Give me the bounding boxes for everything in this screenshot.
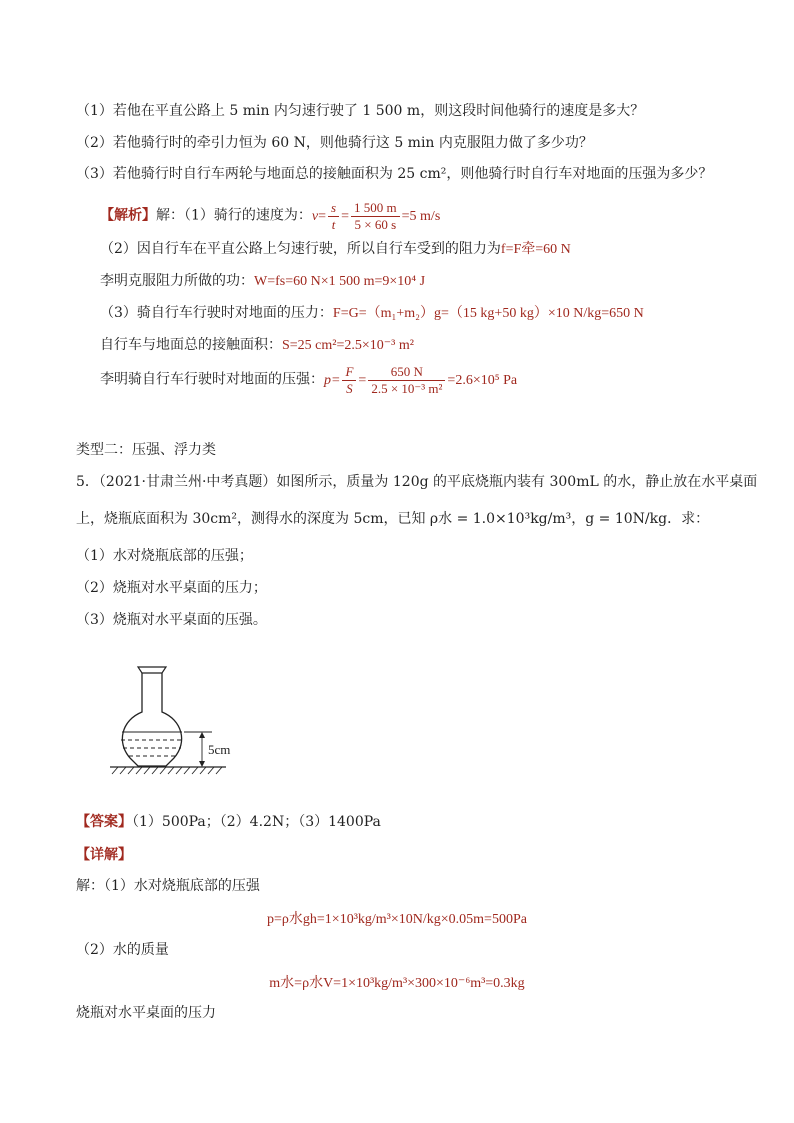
- formula-friction: f=F牵=60 N: [500, 242, 571, 257]
- q4-solution-line3: [100, 270, 425, 293]
- detail-tag: 【详解】: [76, 847, 132, 863]
- eq-sign: =: [358, 372, 367, 388]
- solution-text: （3）骑自行车行驶时对地面的压力：: [100, 305, 333, 321]
- q4-solution-line2: [100, 238, 571, 261]
- q4-solution-line6: [100, 364, 517, 397]
- pressure-result: =2.6×10⁵ Pa: [447, 372, 518, 388]
- var-p: p=: [324, 372, 341, 388]
- q4-part1: （1）若他在平直公路上 5 min 内匀速行驶了 1 500 m，则这段时间他骑行的速度是多大？: [76, 103, 645, 119]
- formula-force: F=G=（m₁+m₂）g=（15 kg+50 kg）×10 N/kg=650 N: [332, 306, 644, 321]
- fraction-speed: [351, 200, 400, 233]
- den-S: S: [346, 381, 353, 396]
- fraction-F-S: [342, 364, 356, 397]
- q5-stem-line1: 5．（2021·甘肃兰州·中考真题）如图所示，质量为 120g 的平底烧瓶内装有 300mL 的水，静止放在水平桌面: [76, 474, 758, 490]
- equation-mass: m水=ρ水V=1×10³kg/m³×300×10⁻⁶m³=0.3kg: [269, 976, 525, 991]
- num-force: 650 N: [368, 364, 445, 381]
- q4-solution-line4: [100, 302, 644, 325]
- num-s: s: [331, 200, 337, 215]
- q5-part2: （2）烧瓶对水平桌面的压力；: [76, 580, 267, 596]
- solution-text: 李明克服阻力所做的功：: [100, 273, 254, 289]
- fraction-s-t: [328, 200, 339, 233]
- analysis-tag: 【解析】: [100, 207, 156, 224]
- solution-text: 自行车与地面总的接触面积：: [100, 337, 282, 353]
- num-F: F: [345, 364, 354, 379]
- equation-pressure: p=ρ水gh=1×10³kg/m³×10N/kg×0.05m=500Pa: [267, 912, 527, 927]
- arrow-up-icon: [199, 732, 205, 738]
- flask-figure: [108, 662, 268, 780]
- formula-area: S=25 cm²=2.5×10⁻³ m²: [282, 338, 414, 353]
- den-area: 2.5 × 10⁻³ m²: [371, 381, 443, 396]
- formula-work: W=fs=60 N×1 500 m=9×10⁴ J: [254, 274, 426, 289]
- flask-lip: [138, 667, 166, 673]
- var-v: v: [311, 208, 319, 224]
- q4-solution-line5: [100, 334, 414, 357]
- answer-line: [76, 812, 381, 832]
- answer-tag: 【答案】: [76, 814, 132, 830]
- speed-result: =5 m/s: [401, 208, 441, 224]
- q4-solution-line1: [100, 200, 440, 233]
- solution-text: 李明骑自行车行驶时对地面的压强：: [100, 371, 324, 388]
- eq-sign: =: [341, 208, 350, 224]
- den-t: t: [331, 217, 336, 232]
- solution-text: 解：（1）骑行的速度为：: [156, 207, 312, 224]
- table-hatching: [112, 767, 222, 774]
- detail-step1: 解：（1）水对烧瓶底部的压强: [76, 878, 260, 894]
- q4-part3: （3）若他骑行时自行车两轮与地面总的接触面积为 25 cm²，则他骑行时自行车对地面的压强为多少？: [76, 166, 713, 182]
- detail-step2: （2）水的质量: [76, 942, 169, 958]
- flask-body: [122, 673, 181, 766]
- depth-label: 5cm: [208, 742, 231, 757]
- eq-sign: =: [318, 208, 327, 224]
- answer-text: （1）500Pa；（2）4.2N；（3）1400Pa: [132, 814, 381, 830]
- q5-part3: （3）烧瓶对水平桌面的压强。: [76, 612, 267, 628]
- arrow-down-icon: [199, 761, 205, 767]
- detail-step3: 烧瓶对水平桌面的压力: [76, 1005, 216, 1021]
- den-time: 5 × 60 s: [354, 217, 397, 232]
- q4-part2: （2）若他骑行时的牵引力恒为 60 N，则他骑行这 5 min 内克服阻力做了多少功？: [76, 135, 593, 151]
- q5-part1: （1）水对烧瓶底部的压强；: [76, 548, 253, 564]
- fraction-pressure: [368, 364, 445, 397]
- section-heading: 类型二：压强、浮力类: [76, 442, 216, 458]
- q5-stem-line2: 上，烧瓶底面积为 30cm²，测得水的深度为 5cm，已知 ρ水 = 1.0×10³kg/m³，g = 10N/kg．求：: [76, 511, 710, 527]
- solution-text: （2）因自行车在平直公路上匀速行驶，所以自行车受到的阻力为: [100, 241, 501, 257]
- num-distance: 1 500 m: [351, 200, 400, 217]
